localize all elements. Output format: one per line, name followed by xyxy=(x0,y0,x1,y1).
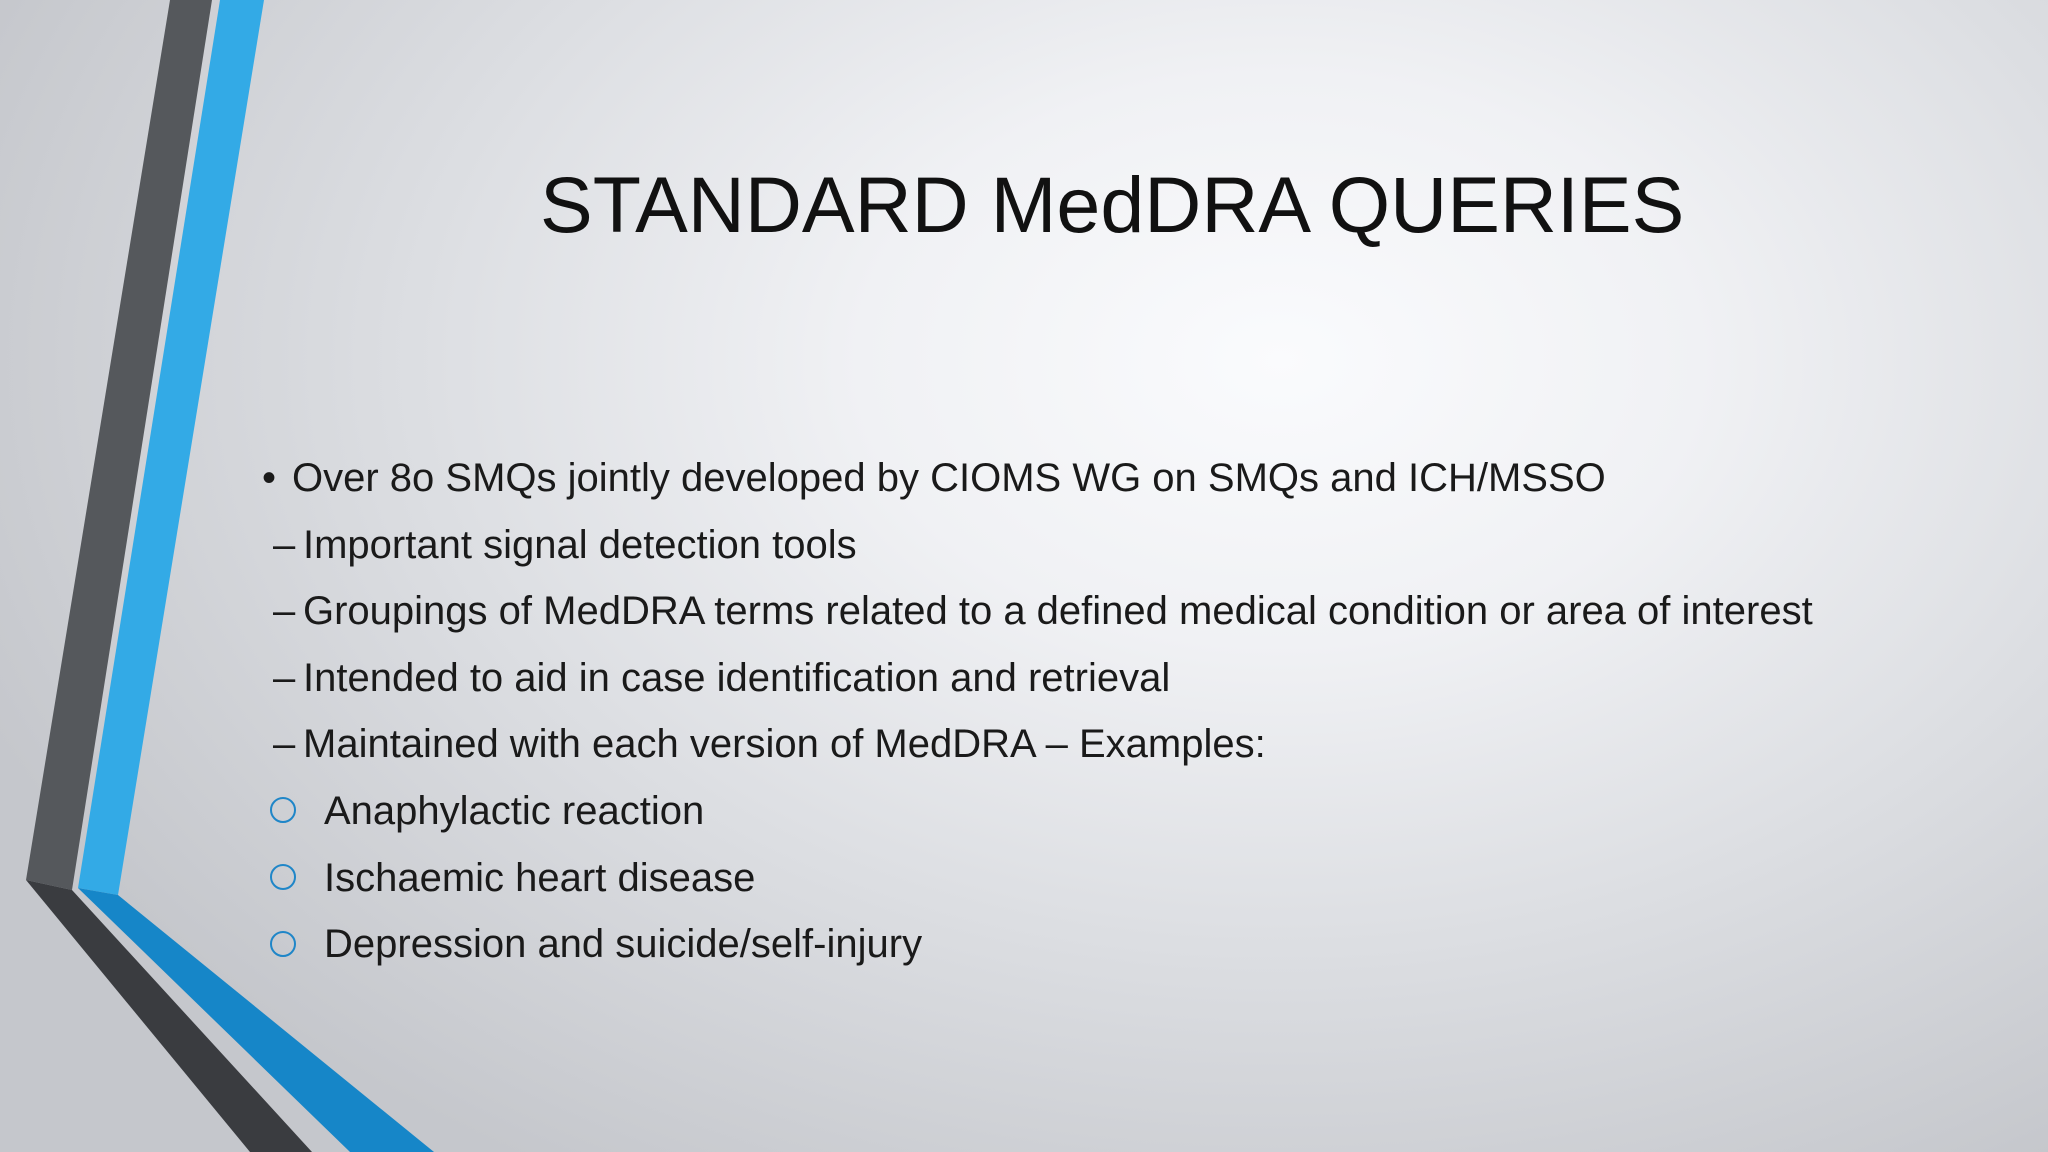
list-item-text: Anaphylactic reaction xyxy=(324,788,705,833)
list-item xyxy=(262,911,2022,978)
bullet-marker: • xyxy=(262,456,277,500)
circle-bullet-icon xyxy=(270,797,296,823)
list-item-text: Maintained with each version of MedDRA – Examples: xyxy=(303,722,1266,767)
list-item xyxy=(262,578,2022,645)
list-item-text: Over 8o SMQs jointly developed by CIOMS WG on SMQs and ICH/MSSO xyxy=(292,456,1606,500)
list-item-text: Important signal detection tools xyxy=(303,522,857,567)
slide-title: STANDARD MedDRA QUERIES xyxy=(540,160,1685,249)
list-item-text: Depression and suicide/self-injury xyxy=(324,922,923,967)
list-item xyxy=(262,845,2022,912)
list-item xyxy=(262,645,2022,712)
list-item xyxy=(262,778,2022,845)
bullet-list xyxy=(262,445,2022,978)
dash-marker: – xyxy=(273,589,296,634)
list-item-text: Ischaemic heart disease xyxy=(324,855,756,900)
circle-bullet-icon xyxy=(270,931,296,957)
list-item xyxy=(262,512,2022,579)
circle-bullet-icon xyxy=(270,864,296,890)
list-item xyxy=(262,711,2022,778)
list-item-text: Groupings of MedDRA terms related to a defined medical condition or area of interest xyxy=(303,589,1813,634)
dash-marker: – xyxy=(273,522,296,567)
list-item-text: Intended to aid in case identification and retrieval xyxy=(303,655,1171,700)
list-item xyxy=(262,445,2022,512)
dash-marker: – xyxy=(273,655,296,700)
dash-marker: – xyxy=(273,722,296,767)
